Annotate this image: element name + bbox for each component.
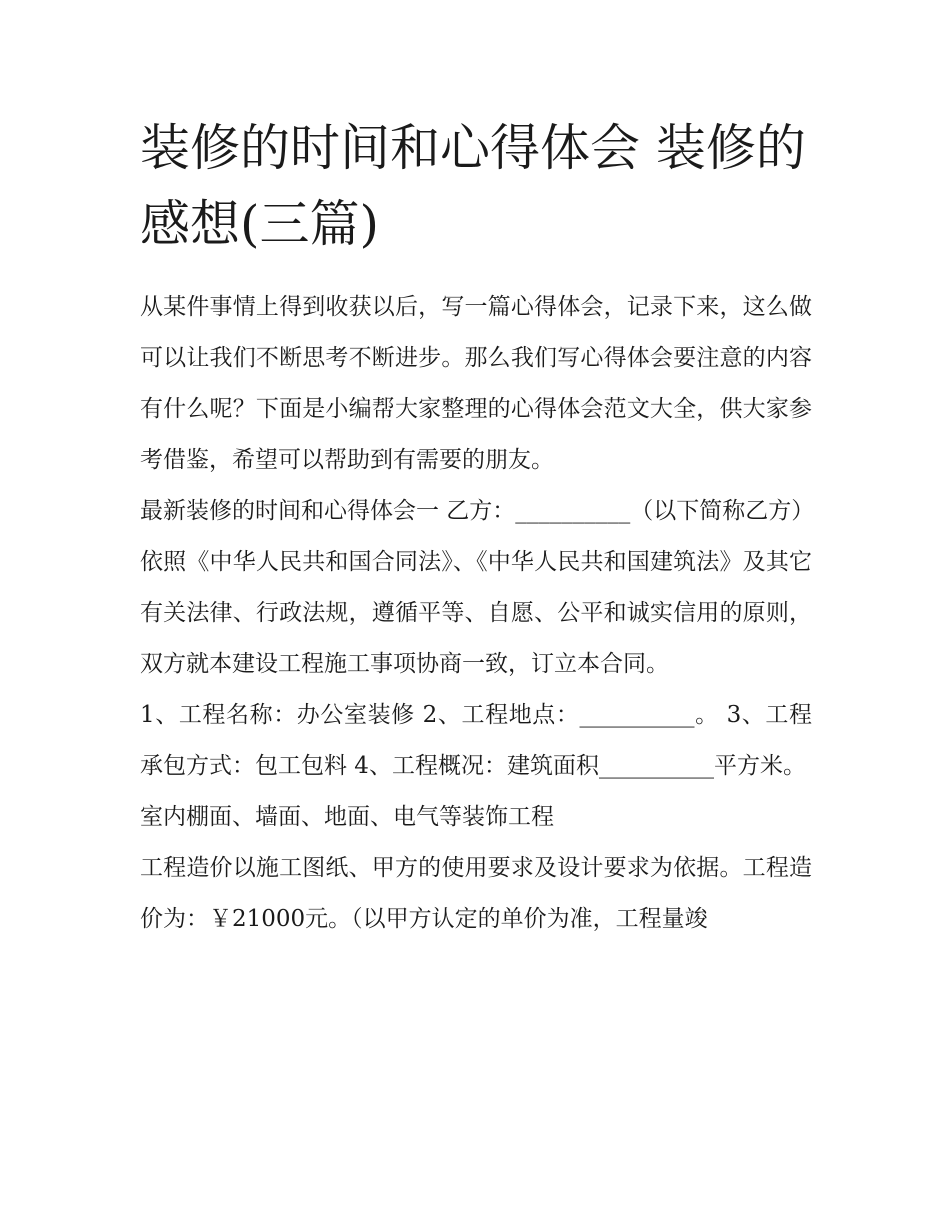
- paragraph-party-b: 最新装修的时间和心得体会一 乙方：__________（以下简称乙方）: [140, 498, 815, 524]
- paragraph-scope: 室内棚面、墙面、地面、电气等装饰工程: [140, 804, 554, 830]
- document-title: 装修的时间和心得体会 装修的感想(三篇): [140, 119, 806, 253]
- paragraph-intro: 从某件事情上得到收获以后，写一篇心得体会，记录下来，这么做可以让我们不断思考不断进步。那么我们写心得体会要注意的内容有什么呢？下面是小编帮大家整理的心得体会范文大全，供大家参考借鉴，希望可以帮助到有需要的朋友。: [140, 294, 812, 473]
- paragraph-legal-basis: 依照《中华人民共和国合同法》、《中华人民共和国建筑法》及其它有关法律、行政法规，遵循平等、自愿、公平和诚实信用的原则，双方就本建设工程施工事项协商一致，订立本合同。: [140, 549, 812, 677]
- document-page: [140, 110, 815, 945]
- paragraph-project-info: 1、工程名称：办公室装修 2、工程地点：__________。 3、工程承包方式：包工包料 4、工程概况：建筑面积__________平方米。: [140, 702, 812, 779]
- paragraph-cost: 工程造价以施工图纸、甲方的使用要求及设计要求为依据。工程造价为：￥21000元。（以甲方认定的单价为准，工程量竣: [140, 855, 812, 932]
